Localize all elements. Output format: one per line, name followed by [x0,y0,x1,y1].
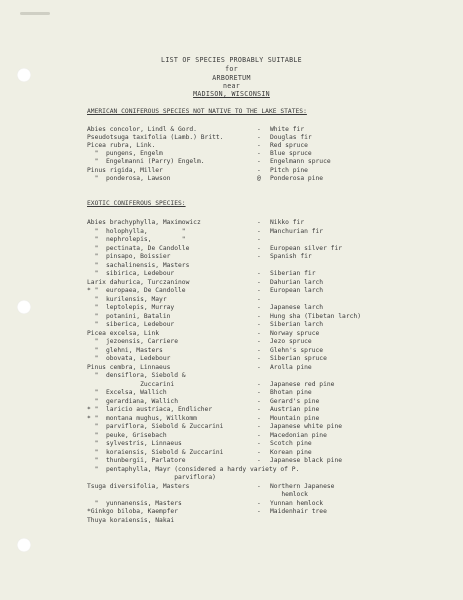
species-common-name: Japanese red pine [270,380,335,388]
species-separator: - [257,346,261,354]
species-scientific-name: " yunnanensis, Masters [87,499,182,507]
species-common-name: Nikko fir [270,219,305,226]
species-common-name: Spanish fir [270,253,312,260]
species-separator: - [257,329,261,337]
species-separator: - [257,397,261,405]
species-scientific-name: " glehni, Masters [87,346,163,354]
species-scientific-name: " pentaphylla, Mayr (considered a hardy variety of P. [87,465,300,473]
species-separator: - [257,236,261,243]
species-separator: - [257,270,261,277]
species-common-name: Austrian pine [270,406,320,413]
species-common-name: Manchurian fir [270,227,324,235]
species-scientific-name: Larix dahurica, Turczaninow [87,278,190,286]
punch-hole-bottom [17,538,31,552]
species-scientific-name: Abies brachyphylla, Maximowicz [87,219,201,226]
header-line-5: MADISON, WISCONSIN [193,90,270,98]
species-scientific-name: " pinsapo, Boissier [87,253,171,260]
species-scientific-name: " kurilensis, Mayr [87,295,167,303]
species-common-name: Norway spruce [270,329,320,337]
species-scientific-name: " pungens, Engelm [87,150,163,158]
species-common-name: Engelmann spruce [270,158,331,166]
species-separator: - [257,253,261,260]
species-common-name: Pitch pine [270,166,308,174]
species-scientific-name: Pinus rigida, Miller [87,166,163,174]
species-common-name: Gerard's pine [270,397,320,405]
species-common-name: hemlock [270,491,308,498]
species-common-name: Hung sha (Tibetan larch) [270,312,361,320]
species-common-name: Japanese black pine [270,457,343,464]
species-separator: - [257,440,261,447]
species-common-name: Siberian spruce [270,355,327,362]
species-separator: - [257,321,261,328]
species-scientific-name: " sylvestris, Linnaeus [87,440,182,447]
species-separator: - [257,406,261,413]
species-scientific-name: " pectinata, De Candolle [87,244,190,252]
species-scientific-name: Picea excelsa, Link [87,329,160,337]
species-scientific-name: " potanini, Batalin [87,312,171,320]
header-line-1: LIST OF SPECIES PROBABLY SUITABLE [161,56,302,64]
species-separator: - [257,227,261,235]
species-common-name: Japanese larch [270,304,324,311]
species-separator: - [257,448,261,456]
species-separator: - [257,338,261,345]
species-scientific-name: " thunbergii, Parlatore [87,457,186,464]
header-line-4: near [222,82,241,90]
species-separator: - [257,363,261,371]
species-scientific-name: " sachalinensis, Masters [87,261,190,269]
species-common-name: European larch [270,287,324,294]
species-common-name: Glehn's spruce [270,346,324,354]
species-common-name: European silver fir [270,244,343,252]
species-common-name: Blue spruce [270,150,312,158]
species-scientific-name: " jezoensis, Carriere [87,338,178,345]
species-common-name: Arolla pine [270,363,312,371]
species-common-name: Red spruce [270,142,308,150]
species-scientific-name: " obovata, Ledebour [87,355,171,362]
species-scientific-name: * " laricio austriaca, Endlicher [87,406,213,413]
species-common-name: Mountain pine [270,414,320,422]
species-scientific-name: " ponderosa, Lawson [87,174,171,182]
species-separator: - [257,219,261,226]
species-common-name: Bhotan pine [270,389,312,396]
header-line-2: for [225,65,238,73]
species-common-name: Siberian fir [270,270,316,277]
species-common-name: Japanese white pine [270,423,343,430]
species-common-name: White fir [270,126,305,133]
species-scientific-name: " densiflora, Siebold & [87,372,186,379]
species-scientific-name: Thuya koraiensis, Nakai [87,516,175,524]
species-separator: - [257,142,261,150]
species-separator: - [257,312,261,320]
species-separator: - [257,380,261,388]
species-separator: - [257,431,261,439]
species-separator: @ [257,174,261,182]
exotic-section-heading: EXOTIC CONIFEROUS SPECIES: [87,200,186,207]
species-separator: - [257,295,261,303]
species-separator: - [257,150,261,158]
species-common-name: Dahurian larch [270,278,324,286]
species-scientific-name: Abies concolor, Lindl & Gord. [87,126,197,133]
species-scientific-name: " parviflora, Siebold & Zuccarini [87,423,224,430]
species-scientific-name: parviflora) [87,474,216,481]
species-common-name: Jezo spruce [270,338,312,345]
species-separator: - [257,414,261,422]
species-common-name: Siberian larch [270,321,324,328]
species-separator: - [257,278,261,286]
species-common-name: Maidenhair tree [270,508,327,515]
species-common-name: Macedonian pine [270,431,327,439]
species-scientific-name: Zuccarini [87,380,175,388]
species-separator: - [257,355,261,362]
species-scientific-name: " leptolepis, Murray [87,304,175,311]
species-scientific-name: " peuke, Grisebach [87,431,167,439]
species-scientific-name: " gerardiana, Wallich [87,397,178,405]
species-separator: - [257,304,261,311]
species-separator: - [257,389,261,396]
species-scientific-name: * " montana mughus, Willkomm [87,414,197,422]
species-separator: - [257,508,261,515]
species-scientific-name: * " europaea, De Candolle [87,287,186,294]
species-common-name: Ponderosa pine [270,174,324,182]
species-separator: - [257,244,261,252]
header-line-3: ARBORETUM [212,74,251,82]
species-separator: - [257,457,261,464]
species-scientific-name: Picea rubra, Link. [87,142,156,150]
species-scientific-name: Pseudotsuga taxifolia (Lamb.) Britt. [87,134,224,142]
species-separator: - [257,287,261,294]
species-separator: - [257,499,261,507]
species-scientific-name: *Ginkgo biloba, Kaempfer [87,508,178,515]
species-scientific-name: " nephrolepis, " [87,236,186,243]
paper-smudge [20,12,50,15]
species-common-name: Scotch pine [270,440,312,447]
species-scientific-name: " siberica, Ledebour [87,321,175,328]
species-separator: - [257,423,261,430]
species-separator: - [257,166,261,174]
species-scientific-name: " Excelsa, Wallich [87,389,167,396]
species-common-name: Douglas fir [270,134,312,142]
american-section-heading: AMERICAN CONIFEROUS SPECIES NOT NATIVE TO THE LAKE STATES: [87,108,307,115]
species-common-name: Yunnan hemlock [270,499,324,507]
species-separator: - [257,126,261,133]
species-scientific-name: " Engelmanni (Parry) Engelm. [87,158,205,166]
species-scientific-name: Pinus cembra, Linnaeus [87,363,171,371]
species-separator: - [257,482,261,490]
species-scientific-name: " holophylla, " [87,227,186,235]
punch-hole-middle [17,300,31,314]
species-common-name: Northern Japanese [270,482,335,490]
species-scientific-name: " koraiensis, Siebold & Zuccarini [87,448,224,456]
species-scientific-name: Tsuga diversifolia, Masters [87,482,190,490]
species-scientific-name: " sibirica, Ledebour [87,270,175,277]
species-separator: - [257,134,261,142]
species-common-name: Korean pine [270,448,312,456]
species-separator: - [257,158,261,166]
